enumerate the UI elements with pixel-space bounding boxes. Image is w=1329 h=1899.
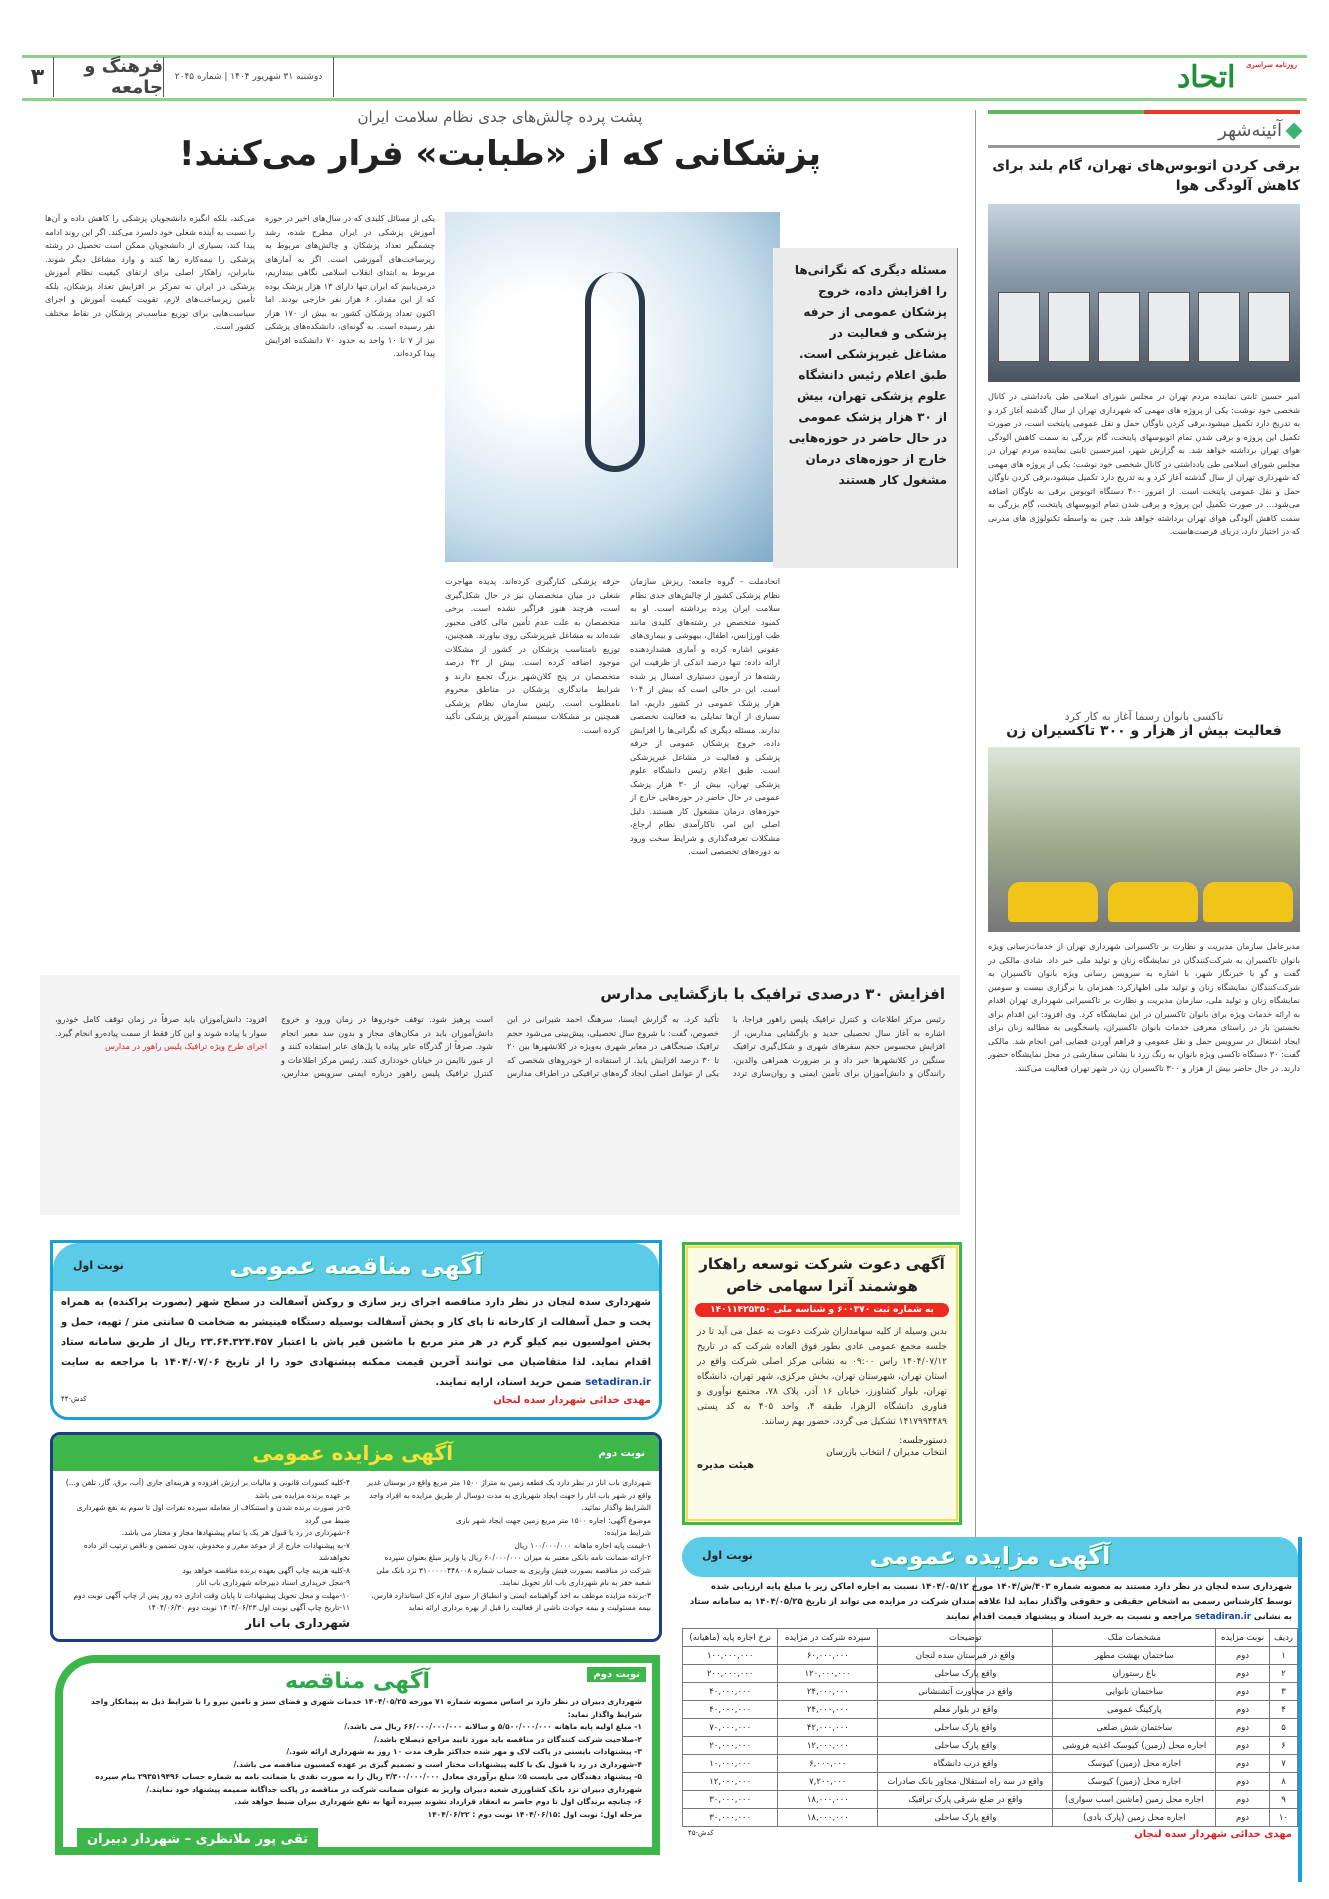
table-cell: ۶۰,۰۰۰,۰۰۰: [778, 1647, 878, 1665]
ad-badge: نوبت اول: [73, 1259, 124, 1272]
taxi-story-body: مدیرعامل سازمان مدیریت و نظارت بر تاکسیرانی شهرداری تهران از خدمات‌رسانی ویژه بانوان تاکسیران به شرکت‌کنندگان در نمایشگاه زنان و تولید ملی خبر داد. شادی مالکی در گفت و گو با خبرنگار شهر، با اشاره به سرویس رسانی ویژه بانوان تاکسیران به شرکت‌کنندگان نمایشگاه زنان و تولید ملی اظهارکرد: همزمان با برگزاری بیست و سومین نمایشگاه زنان و تولید ملی، سازمان مدیریت و نظارت بر تاکسیرانی شهرداری تهران اقدام به ارائه خدمات ویژه برای بانوان تاکسیران در این نمایشگاه کرد. وی افزود: این اقدام برای نخستین بار در راستای معرفی خدمات بانوان تاکسیران، پاسخگویی به مطالبه زنان برای ایجاد اشتغال در سرویس حمل و نقل عمومی و فراهم آوردن فضایی امن انجام شد. مالکی گفت: ۳۰ دستگاه تاکسی ویژه بانوان به رنگ زرد با نشانی سفارشی در محل نمایشگاه حضور دارند. در حال حاضر بیش از هزار و ۳۰۰ تاکسیران زن در شهر تهران فعالیت می‌کنند.: [988, 941, 1300, 1073]
taxi-kicker: تاکسی بانوان رسما آغاز به کار کرد: [1064, 710, 1224, 723]
dabiran-intro: شهرداری دبیران در نظر دارد بر اساس مصوبه شماره ۷۱ مورخه ۱۴۰۴/۰۵/۲۵ خدمات شهری و فضای سبز و تامین نیرو را با شرایط ذیل به پیمانکار واجد شرایط واگذار نماید:: [91, 1697, 642, 1719]
auction-sedeh-body: شهرداری سده لنجان در نظر دارد مستند به مصوبه شماره ۴۰۳/ش/۱۴۰۴ مورخ ۱۴۰۴/۰۵/۱۲ نسبت به اجاره اماکن زیر با مبلغ پایه ارزیابی شده توسط کارشناس رسمی به اشخاص حقیقی و حقوقی واگذار نماید لذا علاقه مندان شرکت در مزایده می تواند از تاریخ ۱۴۰۴/۰۵/۲۵ به سامانه ستاد به نشانی: [689, 1582, 1292, 1622]
section-title: فرهنگ و جامعه: [54, 57, 164, 97]
traffic-inline-subhead: اجرای طرح ویژه ترافیک پلیس راهور در مدارس: [104, 1041, 267, 1051]
ad-body: [53, 1291, 659, 1395]
table-cell: ۱۰: [1269, 1809, 1297, 1827]
table-cell: ۱: [1269, 1647, 1297, 1665]
table-cell: واقع درب دانشگاه: [878, 1755, 1053, 1773]
sidebar-title-text: آئینه‌شهر: [1218, 120, 1282, 141]
table-cell: واقع در ضلع شرقی پارک ترافیک: [878, 1791, 1053, 1809]
traffic-headline: افزایش ۳۰ درصدی ترافیک با بازگشایی مدارس: [600, 985, 945, 1003]
article-headline: پزشکانی که از «طبابت» فرار می‌کنند!: [179, 134, 821, 174]
table-cell: ۵: [1269, 1719, 1297, 1737]
taxi-image: [1108, 882, 1198, 922]
table-cell: واقع در بلوار معلم: [878, 1701, 1053, 1719]
auction-sedeh-code: کدش-۴۵: [688, 1829, 714, 1837]
table-cell: ۷: [1269, 1755, 1297, 1773]
babanar-condition: ۲-ارائه ضمانت نامه بانکی معتبر به میزان ۶۰/۰۰۰/۰۰۰ ریال یا واریز مبلغ بعنوان سپرده شرکت در مناقصه بصورت فیش واریزی به حساب شماره ۳۱۰۰۰۰۰۴۴۸۰۰۸ نزد بانک ملی شعبه خفر به نام شهرداری باب انار تحویل نمایند.: [376, 1553, 651, 1587]
table-cell: باغ رستوران: [1053, 1665, 1216, 1683]
babanar-title-bar: [53, 1435, 659, 1471]
babanar-condition: ۱-قیمت پایه اجاره ماهانه ۱۰۰/۰۰۰/۰۰۰ ریال: [514, 1540, 651, 1550]
setadiran-link[interactable]: setadiran.ir: [1194, 1612, 1251, 1622]
traffic-body: رئیس مرکز اطلاعات و کنترل ترافیک پلیس راهور فراجا، با اشاره به آغاز سال تحصیلی جدید و بازگشایی مدارس، از افزایش محسوس حجم سفرهای شهری و شکل‌گیری ترافیک سنگین در کلانشهرها خبر داد و بر ضرورت همراهی والدین، رانندگان و دانش‌آموزان برای تأمین ایمنی و روان‌سازی تردد تأکید کرد. به گزارش ایسنا، سرهنگ احمد شیرانی در این خصوص، گفت: با شروع سال تحصیلی، پیش‌بینی می‌شود حجم ترافیک صبحگاهی در معابر شهری به‌ویژه در کلانشهرها بین ۲۰ تا ۳۰ درصد افزایش یابد. از استفاده از خودروهای شخصی که یکی از عوامل اصلی ایجاد گره‌های ترافیکی در اطراف مدارس است پرهیز شود. توقف خودروها در زمان ورود و خروج دانش‌آموزان باید در مکان‌های مجاز و بدون سد معبر انجام شود. صرفاً از گذرگاه عابر پیاده یا پل‌های عابر استفاده کنند و از عبور ناایمن در خیابان خودداری کنند. رئیس مرکز اطلاعات و کنترل ترافیک پلیس راهور درباره ایمنی سرویس مدارس، افزود: دانش‌آموزان باید صرفاً در زمان توقف کامل خودرو، سوار یا پیاده شوند و این کار فقط از سمت پیاده‌رو انجام گیرد.: [55, 1014, 945, 1078]
table-cell: ۷۰,۰۰۰,۰۰۰: [683, 1719, 778, 1737]
table-cell: ۳۰,۰۰۰,۰۰۰: [683, 1809, 778, 1827]
dabiran-item: ۱- مبلغ اولیه پایه ماهانه ۵/۵۰۰/۰۰۰/۰۰۰ و سالانه ۶۶/۰۰۰/۰۰۰/۰۰۰ ریال می باشد./: [344, 1722, 642, 1731]
ad-auction-sedeh: [682, 1537, 1302, 1882]
ad-tender-dabiran: [55, 1655, 660, 1855]
table-cell: ۷,۲۰۰,۰۰۰: [778, 1773, 878, 1791]
newspaper-logo: [334, 60, 1307, 95]
table-cell: دوم: [1216, 1755, 1270, 1773]
table-cell: دوم: [1216, 1737, 1270, 1755]
table-cell: ساختمان شش ضلعی: [1053, 1719, 1216, 1737]
table-header-cell: نرخ اجاره پایه (ماهیانه): [683, 1629, 778, 1647]
babanar-condition: ۵-در صورت برنده شدن و استنکاف از معامله سپرده نفرات اول تا سوم به نفع شهرداری ضبط می گردد: [76, 1503, 350, 1525]
table-cell: ۶,۰۰۰,۰۰۰: [778, 1755, 878, 1773]
table-cell: دوم: [1216, 1683, 1270, 1701]
babanar-condition: ۶-شهرداری در رد یا قبول هر یک یا تمام پیشنهادها مجاز و مختار می باشد.: [121, 1528, 350, 1537]
table-cell: ۲۴,۰۰۰,۰۰۰: [778, 1701, 878, 1719]
ad-auction-babanar: [50, 1432, 662, 1642]
table-cell: دوم: [1216, 1647, 1270, 1665]
ad-title: آگهی مناقصه عمومی: [229, 1252, 483, 1280]
table-cell: ۱۲,۰۰۰,۰۰۰: [778, 1737, 878, 1755]
traffic-article: [40, 975, 960, 1215]
dabiran-item: ۴-شهرداری در رد یا قبول یک یا کلیه پیشنهادات مختار است و تصمیم گیری بر عهده کمسیون مناقصه می باشد./: [233, 1759, 642, 1769]
babanar-conditions-label: شرایط مزایده:: [604, 1528, 651, 1537]
sidebar-title: [988, 120, 1300, 148]
babanar-condition: ۴-کلیه کسورات قانونی و مالیات بر ارزش افزوده و هزینه‌ای جاری (آب، برق، گاز، تلفن و...) بر عهده برنده مزایده می باشد: [65, 1478, 350, 1500]
dabiran-signature: تقی پور ملانظری – شهردار دبیران: [77, 1828, 318, 1851]
table-cell: اجاره محل (زمین) کیوسک اغذیه فروشی: [1053, 1737, 1216, 1755]
babanar-subject: موضوع آگهی: اجاره ۱۵۰۰ متر مربع زمین جهت ایجاد شهر بازی: [455, 1515, 651, 1525]
babanar-condition: ۸-کلیه هزینه چاپ آگهی بعهده برنده مناقصه خواهد بود: [182, 1565, 350, 1575]
sidebar-city-mirror: [975, 110, 1300, 1700]
table-header-cell: سپرده شرکت در مزایده: [778, 1629, 878, 1647]
masthead: [22, 57, 1307, 97]
bus-image: [1048, 292, 1090, 362]
dabiran-item: ۳- پیشنهادات بایستی در پاکت لاک و مهر شده حداکثر ظرف مدت ۱۰ روز به شهرداری ارائه شود./: [286, 1747, 642, 1756]
table-cell: ۸: [1269, 1773, 1297, 1791]
ad-invitation: [682, 1242, 962, 1525]
table-cell: اجاره محل زمین (ماشین اسب سواری): [1053, 1791, 1216, 1809]
article-subhead: پشت پرده چالش‌های جدی نظام سلامت ایران: [357, 108, 643, 126]
table-cell: ۴۰,۰۰۰,۰۰۰: [683, 1683, 778, 1701]
table-cell: واقع پارک ساحلی: [878, 1719, 1053, 1737]
table-header-cell: نوبت مزایده: [1216, 1629, 1270, 1647]
ad-signature: مهدی خدائی شهردار سده لنجان: [493, 1395, 651, 1406]
table-cell: ۴۰,۰۰۰,۰۰۰: [683, 1701, 778, 1719]
table-header-cell: مشخصات ملک: [1053, 1629, 1216, 1647]
table-row: [683, 1683, 1298, 1701]
taxi-headline: فعالیت بیش از هزار و ۳۰۰ تاکسیران زن: [1006, 723, 1282, 739]
table-cell: ۲۴,۰۰۰,۰۰۰: [778, 1683, 878, 1701]
table-row: [683, 1701, 1298, 1719]
table-cell: ۱۰,۰۰۰,۰۰۰: [683, 1755, 778, 1773]
ad-tender-sedeh: [50, 1240, 662, 1420]
table-row: [683, 1737, 1298, 1755]
babanar-title: آگهی مزایده عمومی: [252, 1441, 454, 1465]
table-cell: ۲۰,۰۰۰,۰۰۰: [683, 1737, 778, 1755]
babanar-condition: ۹-محل خریداری اسناد دبیرخانه شهرداری باب انار: [196, 1578, 350, 1587]
table-cell: دوم: [1216, 1719, 1270, 1737]
babanar-condition: ۳-برنده مزایده موظف به اخذ گواهینامه ایمنی و انطباق از سوی اداره کل استاندارد فارس، بیمه مسئولیت و بیمه حوادث ناشی از فعالیت را قبل از بهره برداری ارائه نماید: [371, 1590, 651, 1612]
invitation-signature: هیئت مدیره: [697, 1460, 755, 1471]
table-cell: ۳: [1269, 1683, 1297, 1701]
table-cell: ۲۰۰,۰۰۰,۰۰۰: [683, 1665, 778, 1683]
auction-sedeh-signature: مهدی خدائی شهردار سده لنجان: [1134, 1829, 1292, 1840]
main-article-header: [40, 108, 960, 174]
setadiran-link[interactable]: setadiran.ir: [585, 1377, 651, 1388]
auction-sedeh-body-end: مراجعه و نسبت به خرید اسناد و پیشنهاد قیمت اقدام نمایند: [945, 1612, 1192, 1622]
invitation-agenda-label: دستورجلسه:: [899, 1436, 947, 1446]
invitation-title: آگهی دعوت شرکت توسعه راهکار هوشمند آترا سهامی خاص: [699, 1255, 945, 1295]
table-cell: دوم: [1216, 1665, 1270, 1683]
ad-tender-sedeh-title-bar: [53, 1243, 659, 1291]
table-cell: واقع پارک ساحلی: [878, 1665, 1053, 1683]
page-number: ۳: [22, 57, 54, 97]
babanar-condition: ۱۱-تاریخ چاپ آگهی نوبت اول ۱۴۰۴/۰۶/۲۳ نوبت دوم ۱۴۰۴/۰۶/۳۰: [147, 1603, 350, 1612]
stethoscope-image: [585, 272, 645, 472]
bus-image: [1148, 292, 1190, 362]
pull-quote: مسئله دیگری که نگرانی‌ها را افزایش داده، خروج پزشکان عمومی از حرفه پزشکی و فعالیت در مشاغل غیرپزشکی است. طبق اعلام رئیس دانشگاه علوم پزشکی تهران، بیش از ۳۰ هزار پزشک عمومی در حال حاضر در حوزه‌هایی خارج از حوزه‌های درمان مشغول کار هستند: [773, 248, 958, 568]
article-column-2: حرفه پزشکی کنار‌گیری کرده‌اند. پدیده مهاجرت شغلی در میان متخصصان نیز در حال شکل‌گیری است، هرچند هنوز فراگیر نشده است. برخی متخصصان به علت عدم تأمین مالی کافی مجبور شده‌اند به مشاغل غیرپزشکی روی بیاورند. همچنین، توزیع نامتناسب پزشکان در کشور از مشکلات موجود اضافه کرده است. بیش از ۴۲ درصد متخصصان در پنج کلان‌شهر بزرگ تجمع دارند و شرایط ماندگاری پزشکان در مناطق محروم نامطلوب است. رئیس سازمان نظام پزشکی همچنین بر مشکلات سیستم آموزش پزشکی تأکید کرده است.: [445, 576, 620, 735]
table-row: [683, 1809, 1298, 1827]
table-row: [683, 1719, 1298, 1737]
auction-sedeh-title-bar: [682, 1537, 1298, 1577]
taxi-image: [1008, 882, 1098, 922]
table-cell: ۴: [1269, 1701, 1297, 1719]
taxi-photo: [988, 747, 1300, 932]
invitation-reg-line: به شماره ثبت ۶۰۰۳۷۰ و شناسه ملی ۱۴۰۱۱۴۲۵۳۵۰: [695, 1303, 949, 1317]
ad-body-text: شهرداری سده لنجان در نظر دارد مناقصه اجرای زیر سازی و روکش آسفالت در سطح شهر (بصورت پراکنده) به همراه پخت و حمل آسفالت از کارخانه تا پای کار و پخش آسفالت بوسیله دستگاه فینیشر به ضخامت ۵ سانتی متر / تهیه، حمل و پخش امولسیون نیم کیلو گرم در هر متر مربع با ماشین قیر پاش با اعتبار ۲۳.۶۴.۳۲۴.۴۵۷ ریال از طریق سامانه ستاد اقدام نماید. لذا متقاضیان می توانند آخرین قیمت ممکنه پیشنهادی خود را از تاریخ ۱۴۰۴/۰۷/۰۶ با مراجعه به سایت: [61, 1297, 651, 1368]
table-row: [683, 1773, 1298, 1791]
table-cell: ۱۲۰,۰۰۰,۰۰۰: [778, 1665, 878, 1683]
table-cell: ۹: [1269, 1791, 1297, 1809]
table-cell: ۱۲,۰۰۰,۰۰۰: [683, 1773, 778, 1791]
issue-date: دوشنبه ۳۱ شهریور ۱۴۰۴ | شماره ۲۰۴۵: [164, 57, 334, 97]
bus-image: [1098, 292, 1140, 362]
dabiran-stages: مرحله اول: نوبت اول :۱۴۰۴/۰۶/۱۵ نوبت دوم : ۱۴۰۴/۰۶/۲۲: [427, 1809, 642, 1819]
auction-sedeh-title: آگهی مزایده عمومی: [869, 1542, 1111, 1570]
table-cell: ۳۰,۰۰۰,۰۰۰: [683, 1791, 778, 1809]
table-cell: واقع در سه راه استقلال مجاور بانک صادرات: [878, 1773, 1053, 1791]
table-cell: ۱۸,۰۰۰,۰۰۰: [778, 1809, 878, 1827]
table-row: [683, 1665, 1298, 1683]
table-cell: ۴۲,۰۰۰,۰۰۰: [778, 1719, 878, 1737]
table-header-cell: ردیف: [1269, 1629, 1297, 1647]
article-column-1: اتحادملت - گروه جامعه: ریزش سازمان نظام پزشکی کشور از چالش‌های جدی نظام سلامت ایران پرده برداشته است. او به کمبود متخصص در رشته‌های کلیدی مانند طب اورژانس، اطفال، بیهوشی و بیماری‌های عفونی اشاره کرده و آماری هشداردهنده ارائه داده: تنها درصد اندکی از ظرفیت این رشته‌ها در آزمون دستیاری امسال پر شده است. این در حالی است که بیش از ۱۰۴ هزار پزشک عمومی در کشور داریم، اما بسیاری از آن‌ها تمایلی به فعالیت تخصصی ندارند. مسئله دیگری که نگرانی‌ها را افزایش داده، خروج پزشکان عمومی از حرفه پزشکی و فعالیت در مشاغل غیرپزشکی است. طبق اعلام رئیس دانشگاه علوم پزشکی تهران، بیش از ۳۰ هزار پزشک عمومی در حال حاضر در حوزه‌هایی خارج از حوزه‌های درمان مشغول کار هستند. دلیل اصلی این امر، ناکارآمدی نظام ارجاع، مشکلات تعرفه‌گذاری و شرایط سخت ورود به دوره‌های تخصصی است.: [630, 576, 780, 856]
dabiran-item: ۲-صلاحیت شرکت کنندگان در مناقصه باید مورد تایید مراجع ذیصلاح باشد./: [373, 1734, 642, 1744]
auction-sedeh-badge: نوبت اول: [702, 1549, 753, 1562]
table-cell: دوم: [1216, 1701, 1270, 1719]
table-row: [683, 1755, 1298, 1773]
table-row: [683, 1647, 1298, 1665]
ad-body-text-end: ضمن خرید اسناد، ارایه نمایند.: [435, 1377, 582, 1388]
table-cell: اجاره محل (زمین) کیوسک: [1053, 1773, 1216, 1791]
dabiran-item: ۵- پیشنهاد دهندگان می بایست ۵٪ مبلغ برآوردی معادل ۳/۳۰۰/۰۰۰/۰۰۰ ریال را به صورت نقدی یا ضمانت نامه به شماره حساب ۲۹۳۵۱۹۴۹۶ بنام سپرده شهرداری دبیران نزد بانک کشاورزی شعبه دبیران واریز به عنوان ضمانت شرکت در مناقصه در پاکت جداگانه ضمیمه پیشنهاد خود نمایند./: [95, 1772, 642, 1794]
logo-subtitle: روزنامه سراسری: [1245, 59, 1297, 69]
table-cell: واقع در قبرستان سده لنجان: [878, 1647, 1053, 1665]
table-cell: ۲: [1269, 1665, 1297, 1683]
bus-image: [1198, 292, 1240, 362]
dabiran-title: آگهی مناقصه: [284, 1669, 431, 1694]
table-cell: دوم: [1216, 1773, 1270, 1791]
diamond-icon: [1286, 122, 1303, 139]
table-cell: ۱۸,۰۰۰,۰۰۰: [778, 1791, 878, 1809]
ad-code: کدش-۴۴: [61, 1395, 87, 1403]
table-cell: واقع پارک ساحلی: [878, 1809, 1053, 1827]
dabiran-badge: نوبت دوم: [587, 1667, 646, 1682]
babanar-signature: شهرداری باب انار: [245, 1615, 350, 1630]
table-cell: پارکینگ عمومی: [1053, 1701, 1216, 1719]
table-cell: واقع پارک ساحلی: [878, 1737, 1053, 1755]
table-cell: دوم: [1216, 1809, 1270, 1827]
bus-story-body: امیر حسین ثابتی نماینده مردم تهران در مجلس شورای اسلامی طی یادداشتی در کانال شخصی خود نوشت: یکی از پروژه های مهمی که شهرداری تهران از سال گذشته آغاز کرد و به تدریج دارد تکمیل میشود،برقی کردن ناوگان حمل و نقل عمومی پایتخت است، در صورت تکمیل این پروژه و برقی شدن تمام اتوبوسهای پایتخت، گام بزرگی به سمت کاهش آلودگی هوای تهران برداشته خواهد شد. به گزارش شهر، امیرحسین ثابتی نماینده مردم تهران در مجلس شورای اسلامی طی یادداشتی در کانال شخصی خود نوشت: یکی از پروژه های مهمی که شهرداری تهران از سال گذشته آغاز کرد و به تدریج دارد تکمیل میشود،برقی کردن ناوگان حمل و نقل عمومی پایتخت است. از امروز ۴۰۰ دستگاه اتوبوس برقی به ناوگان اضافه می‌شود... در صورت تکمیل این پروژه و برقی شدن تمام اتوبوسهای پایتخت، گام بزرگی به سمت کاهش آلودگی هوای تهران برداشته خواهد شد. چین به واسطه تکنولوژی های مدرنی که در اختیار دارد، دریای فرصت‌هاست.: [988, 391, 1300, 536]
table-cell: واقع در مجاورت آتشنشانی: [878, 1683, 1053, 1701]
logo-text: اتحاد: [1176, 59, 1236, 95]
taxi-image: [1203, 882, 1293, 922]
table-cell: دوم: [1216, 1791, 1270, 1809]
stethoscope-photo: [445, 212, 780, 562]
table-cell: اجاره محل زمین (پارک بادی): [1053, 1809, 1216, 1827]
article-column-4: می‌کند، بلکه انگیزه دانشجویان پزشکی را کاهش داده و آن‌ها را نسبت به آینده شغلی خود دلسرد می‌کند. اگر این روند ادامه پیدا کند، بسیاری از دانشجویان ممکن است تحصیل در رشته پزشکی را نیمه‌کاره رها کنند و وارد مشاغل دیگر شوند. بنابراین، راهکار اصلی برای ارتقای کیفیت نظام آموزش پزشکی در ایران نه تمرکز بر افزایش تعداد پزشکان، بلکه تأمین زیرساخت‌های لازم، تقویت کیفیت آموزش و اجرای سیاست‌هایی برای توزیع مناسب‌تر پزشکان در نقاط مختلف کشور است.: [45, 213, 255, 331]
bus-image: [1248, 292, 1290, 362]
auction-table: [682, 1628, 1298, 1827]
table-header-cell: توضیحات: [878, 1629, 1053, 1647]
babanar-condition: ۱۰-مهلت و محل تحویل پیشنهادات تا پایان وقت اداری ده روز پس از چاپ آگهی نوبت دوم: [73, 1590, 350, 1600]
table-cell: اجاره محل (زمین) کیوسک: [1053, 1755, 1216, 1773]
babanar-intro: شهرداری باب انار در نظر دارد یک قطعه زمین به متراژ ۱۵۰۰ متر مربع واقع در بوستان غدیر واقع در شهر باب انار را جهت ایجاد شهربازی به مدت دوسال از طریق مزایده به افراد واجد الشرایط واگذار نمائید.: [367, 1478, 651, 1512]
babanar-condition: ۷-به پیشنهادات خارج از از موعد مقرر و مخدوش، بدون تضمین و ناقص ترتیب اثر داده نخواهدشد: [83, 1540, 350, 1562]
invitation-agenda: انتخاب مدیران / انتخاب بازرسان: [826, 1448, 947, 1458]
table-row: [683, 1791, 1298, 1809]
dabiran-item: ۶- چنانچه برندگان اول تا دوم حاضر به انعقاد قرارداد نشوند سپرده آنها به نفع شهرداری بیران ضبط خواهد شد.: [234, 1797, 642, 1806]
bus-headline: برقی کردن اتوبوس‌های تهران، گام بلند برای کاهش آلودگی هوا: [992, 158, 1300, 194]
article-column-3: یکی از مسائل کلیدی که در سال‌های اخیر در حوزه آموزش پزشکی در ایران مطرح شده، رشد چشمگیر تعداد پزشکان و چالش‌های مربوط به زیرساخت‌های آموزشی است. اگر به آمارهای مربوط به ابتدای انقلاب اسلامی نگاهی بیندازیم، درمی‌یابیم که ایران تنها دارای ۱۳ هزار پزشک بوده که از این مقدار، ۶ هزار نفر خارجی بودند. اما اکنون تعداد پزشکان کشور به بیش از ۱۷۰ هزار نفر رسیده است. به گونه‌ای، دانشکده‌های پزشکی نیز از ۷ تا ۱۰ واحد به حدود ۷۰ دانشکده افزایش پیدا کرده‌اند.: [265, 213, 435, 358]
table-cell: ساختمان بهشت مطهر: [1053, 1647, 1216, 1665]
table-cell: ساختمان نانوایی: [1053, 1683, 1216, 1701]
header-rule-bottom: [22, 98, 1307, 101]
table-cell: ۱۰۰,۰۰۰,۰۰۰: [683, 1647, 778, 1665]
bus-image: [998, 292, 1040, 362]
sidebar-color-bar: [988, 110, 1300, 114]
babanar-badge: نوبت دوم: [598, 1447, 645, 1459]
bus-photo: [988, 204, 1300, 382]
invitation-body: بدین وسیله از کلیه سهامداران شرکت دعوت به عمل می آید تا در جلسه مجمع عمومی عادی بطور فوق العاده شرکت که در تاریخ ۱۴۰۴/۰۷/۱۲ راس ۰۹:۰۰ به نشانی مرکز اصلی شرکت واقع در استان تهران، شهرستان تهران، بخش مرکزی، شهر تهران، دانشگاه تهران، بلوار کشاورز، خیابان ۱۶ آذر، پلاک ۷۸، مجتمع نوآوری و فناوری دانشگاه الزهرا، طبقه ۴، واحد ۴۰۵ به کد پستی ۱۴۱۷۹۹۴۴۸۹ تشکیل می گردد، حضور بهم رسانند.: [697, 1327, 948, 1427]
table-cell: ۶: [1269, 1737, 1297, 1755]
